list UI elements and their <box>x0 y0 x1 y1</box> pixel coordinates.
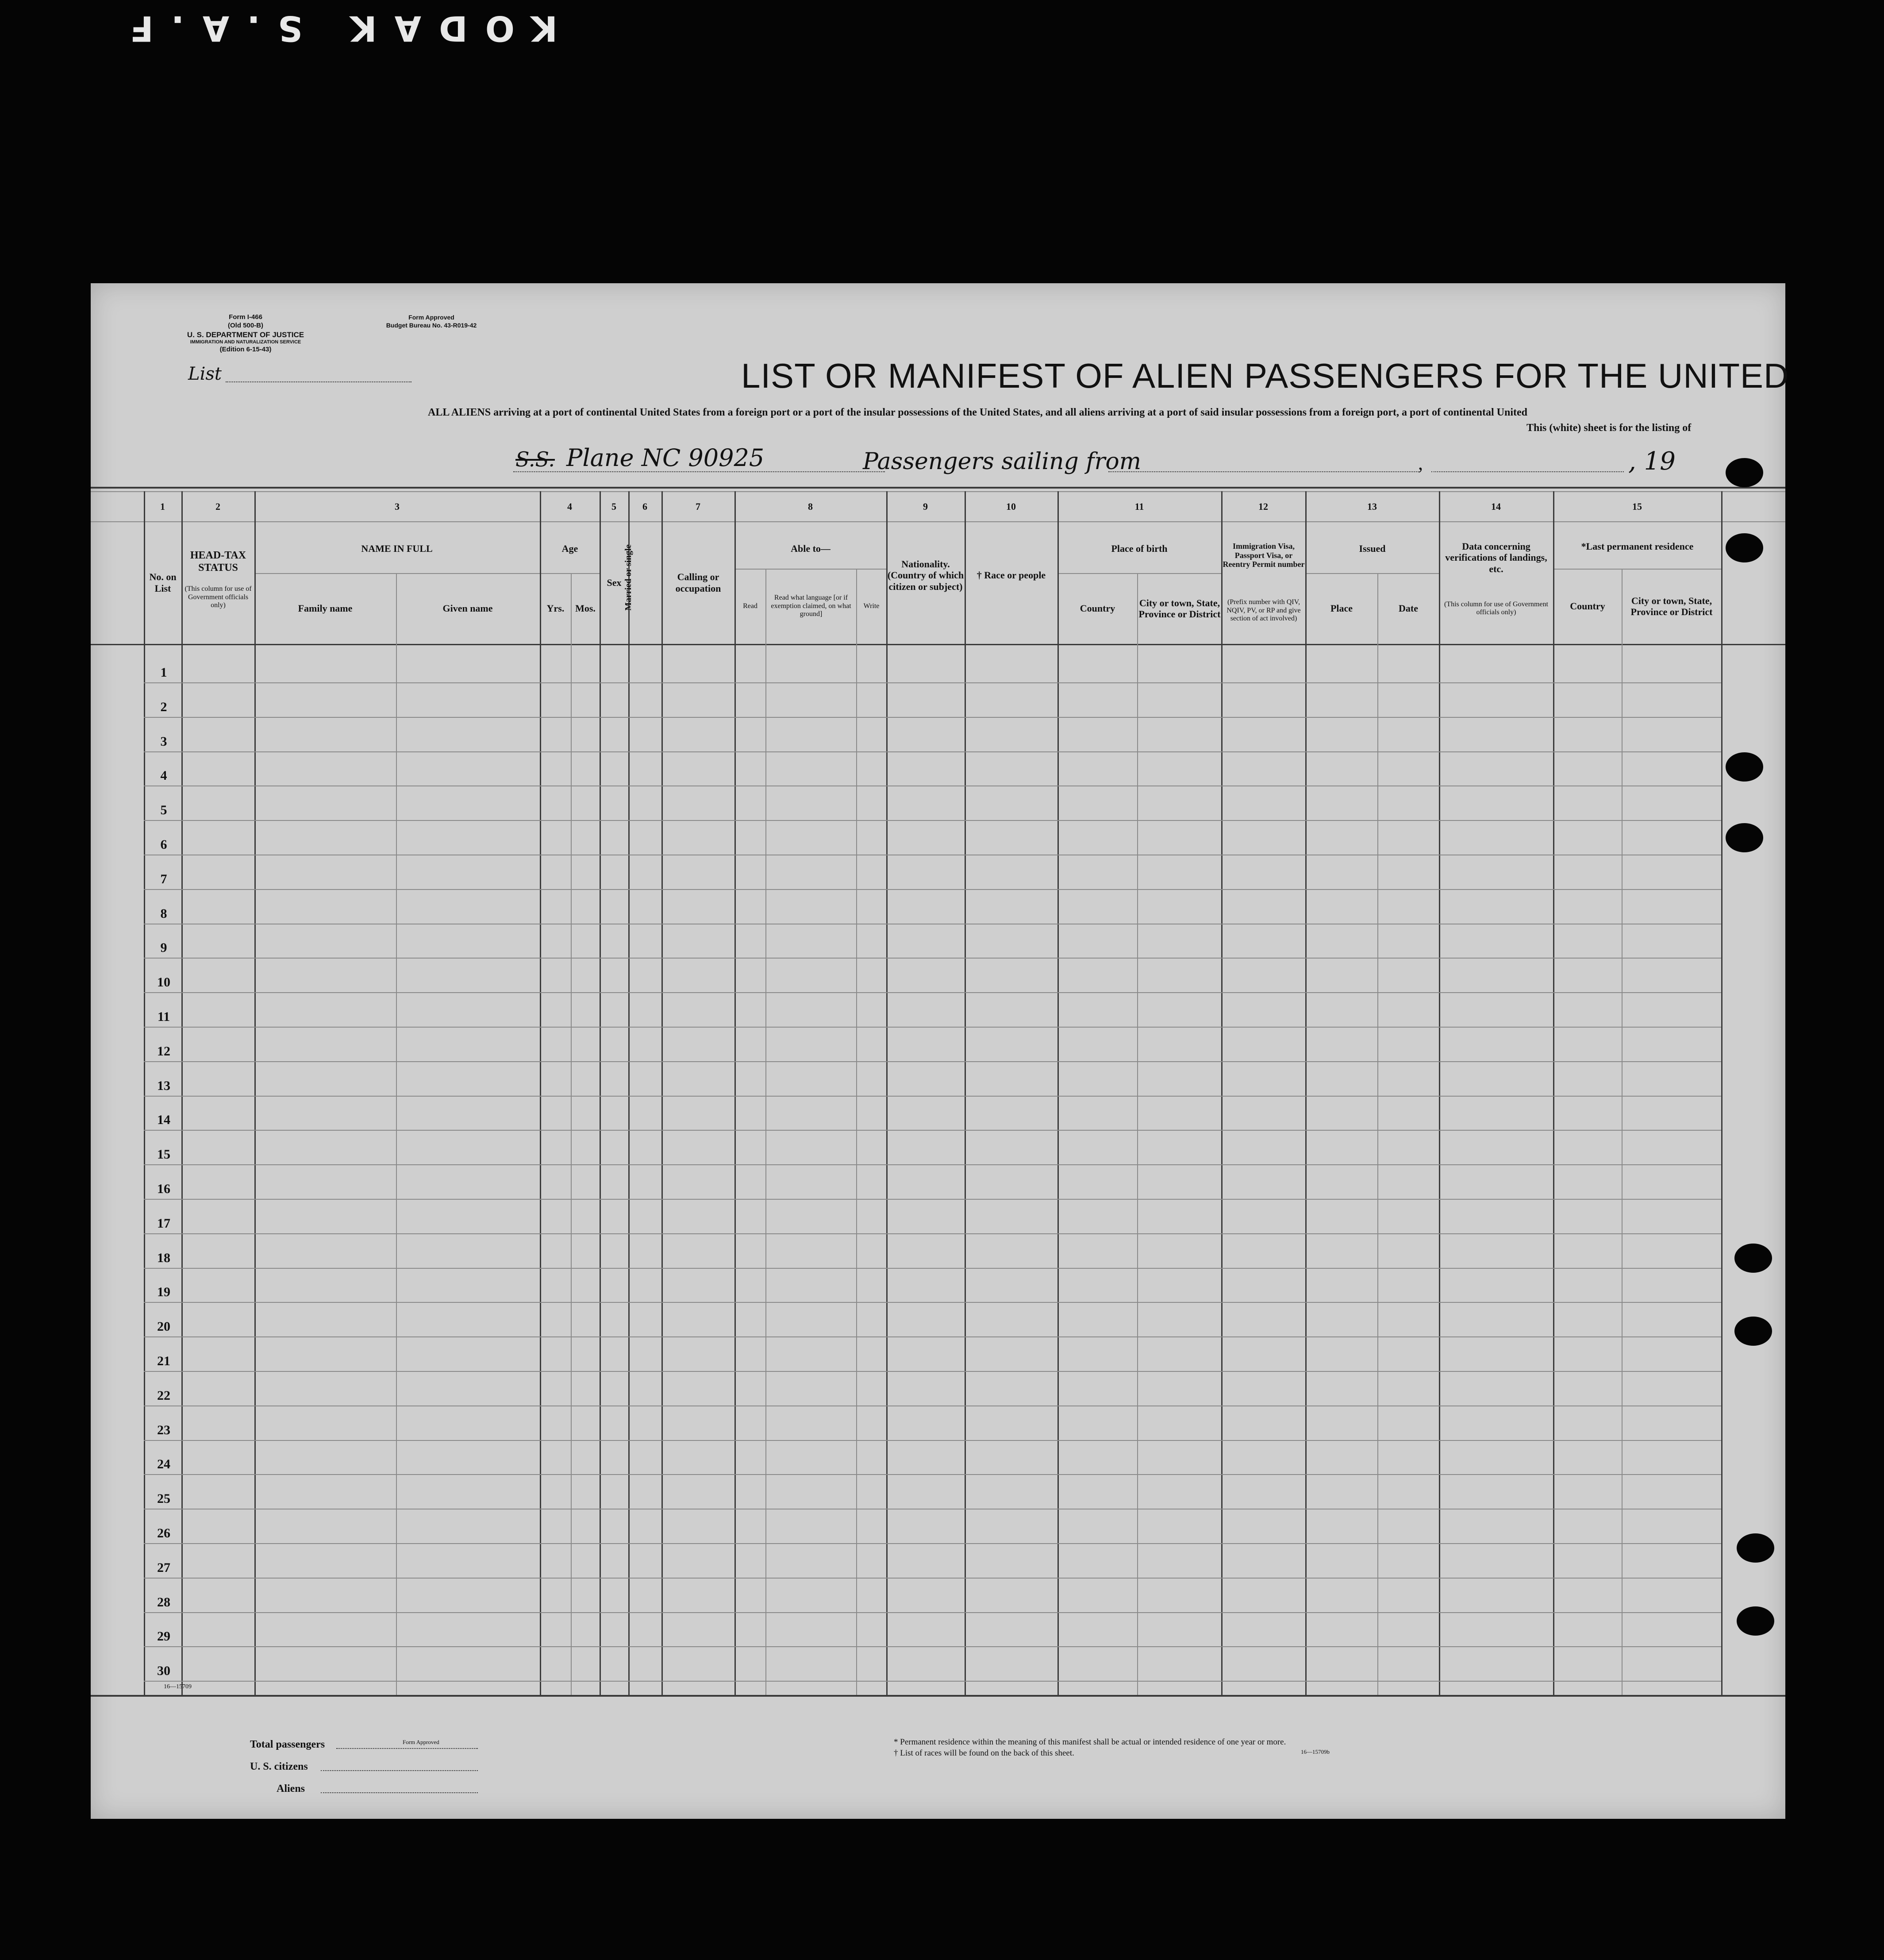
name-subheader-line <box>254 573 540 574</box>
row-number: 4 <box>160 768 167 783</box>
col-number-11: 11 <box>1134 501 1144 512</box>
us-citizens-field[interactable] <box>321 1770 478 1771</box>
col-line-3 <box>254 491 256 1695</box>
row-line <box>144 1164 1721 1165</box>
row-line <box>144 1612 1721 1613</box>
col-number-13: 13 <box>1367 501 1377 512</box>
sailing-label: Passengers sailing from <box>863 448 1142 475</box>
header-given-name: Given name <box>442 603 493 614</box>
film-marker-text: KODAK S.A.F <box>112 8 558 48</box>
header-bottom-border <box>91 644 1785 645</box>
col-line-13 <box>1305 491 1307 1695</box>
punch-hole <box>1726 752 1763 782</box>
totals-form-approved: Form Approved <box>403 1739 439 1745</box>
approval-text: Form Approved <box>408 314 454 321</box>
header-birth-city: City or town, State, Province or District <box>1138 597 1221 620</box>
header-read: Read <box>743 602 757 610</box>
budget-number: Budget Bureau No. 43-R019-42 <box>386 322 477 329</box>
col-number-10: 10 <box>1006 501 1016 512</box>
aliens-field[interactable] <box>321 1792 478 1793</box>
col-line-13b <box>1377 573 1378 1695</box>
row-number: 12 <box>157 1044 170 1059</box>
row-line <box>144 1130 1721 1131</box>
punch-hole <box>1737 1533 1774 1563</box>
row-number: 22 <box>157 1388 170 1403</box>
col-number-15: 15 <box>1632 501 1642 512</box>
able-subheader-line <box>734 569 886 570</box>
sailing-date-field[interactable] <box>1431 471 1624 472</box>
row-number: 11 <box>157 1009 170 1024</box>
col-line-11 <box>1057 491 1059 1695</box>
table-top-border-2 <box>91 491 1785 492</box>
row-line <box>144 1061 1721 1062</box>
header-head-tax: HEAD-TAX STATUS <box>190 550 246 574</box>
birth-subheader-line <box>1057 573 1221 574</box>
header-no-on-list: No. on List <box>149 571 177 594</box>
department: U. S. DEPARTMENT OF JUSTICE <box>187 330 304 339</box>
row-line <box>144 1474 1721 1475</box>
col-line-15 <box>1553 491 1554 1695</box>
col-number-6: 6 <box>642 501 647 512</box>
col-line-6 <box>628 491 630 1695</box>
col-line-16 <box>1721 491 1723 1695</box>
print-code: 16—15709 <box>164 1683 192 1690</box>
year-label: , 19 <box>1628 447 1676 476</box>
header-able-to: Able to— <box>791 543 830 554</box>
row-number: 28 <box>157 1594 170 1610</box>
header-place-of-birth: Place of birth <box>1111 543 1168 554</box>
col-line-15b <box>1622 569 1623 1695</box>
header-nationality: Nationality. (Country of which citizen or subject) <box>887 558 964 592</box>
col-line-3b <box>396 573 397 1695</box>
list-number-field[interactable] <box>226 381 411 382</box>
row-number: 20 <box>157 1319 170 1334</box>
row-line <box>144 820 1721 821</box>
row-number: 30 <box>157 1663 170 1679</box>
row-line <box>144 1233 1721 1234</box>
col-number-3: 3 <box>395 501 400 512</box>
vessel-line <box>513 471 885 472</box>
col-line-4b <box>571 573 572 1695</box>
header-sex: Sex <box>607 577 622 588</box>
header-issued-date: Date <box>1399 603 1418 614</box>
row-number: 19 <box>157 1285 170 1300</box>
aliens-label: Aliens <box>277 1783 305 1794</box>
col-line-4 <box>540 491 541 1695</box>
footnote-code: 16—15709b <box>1301 1748 1330 1755</box>
col-line-8c <box>856 569 857 1695</box>
row-number: 16 <box>157 1182 170 1196</box>
column-number-divider <box>91 521 1785 522</box>
row-number: 13 <box>157 1078 170 1093</box>
subtitle: ALL ALIENS arriving at a port of continental United States from a foreign port or a port of the insular possessions of the United States, and all aliens arriving at a port of said insular possessions from a foreign port, a port of continental United <box>428 407 1527 418</box>
row-line <box>144 889 1721 890</box>
issued-subheader-line <box>1305 573 1439 574</box>
row-number: 23 <box>157 1422 170 1437</box>
form-number: Form I-466 <box>229 313 262 321</box>
row-line <box>144 1578 1721 1579</box>
sailing-comma: , <box>1418 452 1423 474</box>
header-calling: Calling or occupation <box>675 571 721 594</box>
row-number: 1 <box>160 665 167 680</box>
row-line <box>144 1440 1721 1441</box>
row-number: 8 <box>160 906 167 921</box>
row-number: 6 <box>160 837 167 852</box>
col-line-9 <box>886 491 888 1695</box>
page-title: LIST OR MANIFEST OF ALIEN PASSENGERS FOR THE UNITED <box>741 356 1789 395</box>
col-number-8: 8 <box>808 501 813 512</box>
vessel-name[interactable]: Plane NC 90925 <box>566 444 765 472</box>
header-residence-country: Country <box>1570 601 1605 612</box>
age-subheader-line <box>540 573 600 574</box>
header-age-months: Mos. <box>575 603 596 614</box>
punch-hole <box>1726 458 1763 487</box>
row-number: 29 <box>157 1629 170 1644</box>
edition: (Edition 6-15-43) <box>219 345 272 353</box>
header-family-name: Family name <box>298 603 353 614</box>
col-line-10 <box>965 491 966 1695</box>
row-number: 17 <box>157 1216 170 1231</box>
col-number-4: 4 <box>567 501 572 512</box>
punch-hole <box>1734 1317 1772 1346</box>
row-number: 21 <box>157 1354 170 1368</box>
col-number-12: 12 <box>1258 501 1268 512</box>
header-age: Age <box>561 543 578 554</box>
header-data-note: (This column for use of Government officials only) <box>1444 600 1549 616</box>
footnote-permanent-residence: * Permanent residence within the meaning of this manifest shall be actual or intended residence of one year or more. <box>894 1737 1286 1747</box>
col-number-9: 9 <box>923 501 928 512</box>
row-number: 15 <box>157 1147 170 1162</box>
col-number-14: 14 <box>1491 501 1501 512</box>
film-marker <box>27 8 558 48</box>
header-birth-country: Country <box>1080 603 1115 614</box>
row-line <box>144 682 1721 683</box>
struck-vessel-prefix: S.S. <box>515 447 555 471</box>
row-line <box>144 1336 1721 1337</box>
row-line <box>144 1096 1721 1097</box>
row-line <box>144 751 1721 752</box>
row-number: 18 <box>157 1250 170 1265</box>
list-label: List <box>188 364 222 384</box>
service: IMMIGRATION AND NATURALIZATION SERVICE <box>190 339 301 345</box>
total-passengers-label: Total passengers <box>250 1739 325 1750</box>
residence-subheader-line <box>1553 569 1721 570</box>
header-data-concerning: Data concerning verifications of landings, etc. <box>1445 541 1547 574</box>
sailing-port-field[interactable] <box>1108 471 1420 472</box>
col-line-12 <box>1221 491 1223 1695</box>
header-age-years: Yrs. <box>546 603 565 614</box>
manifest-page <box>91 283 1789 1819</box>
row-line <box>144 1646 1721 1647</box>
row-number: 2 <box>160 699 167 714</box>
subtitle-continuation: This (white) sheet is for the listing of <box>1526 422 1692 434</box>
row-number: 5 <box>160 803 167 818</box>
table-top-border <box>91 487 1785 489</box>
total-passengers-field[interactable] <box>336 1748 478 1749</box>
col-line-11b <box>1137 573 1138 1695</box>
row-number: 27 <box>157 1560 170 1575</box>
header-race: † Race or people <box>977 570 1046 581</box>
row-number: 25 <box>157 1491 170 1506</box>
col-number-1: 1 <box>160 501 165 512</box>
col-number-2: 2 <box>215 501 220 512</box>
row-line <box>144 958 1721 959</box>
form-identifier <box>184 313 308 354</box>
header-head-tax-note: (This column for use of Government officials only) <box>185 585 252 609</box>
punch-hole <box>1726 533 1763 562</box>
col-line-5 <box>600 491 601 1695</box>
header-last-residence: *Last permanent residence <box>1581 541 1694 552</box>
punch-hole <box>1737 1606 1774 1636</box>
header-issued-place: Place <box>1330 603 1353 614</box>
col-line-8 <box>734 491 736 1695</box>
row-number: 7 <box>160 871 167 886</box>
col-number-5: 5 <box>611 501 616 512</box>
header-write: Write <box>863 602 880 610</box>
header-residence-city: City or town, State, Province or District <box>1630 595 1713 617</box>
col-number-7: 7 <box>696 501 700 512</box>
row-line <box>144 1027 1721 1028</box>
punch-hole <box>1734 1244 1772 1273</box>
table-bottom-border <box>91 1695 1785 1697</box>
row-line <box>144 717 1721 718</box>
header-name-in-full: NAME IN FULL <box>361 543 433 554</box>
row-number: 24 <box>157 1457 170 1472</box>
header-issued: Issued <box>1359 543 1386 554</box>
row-line <box>144 1681 1721 1682</box>
col-line-14 <box>1439 491 1440 1695</box>
row-line <box>144 1268 1721 1269</box>
col-line-2 <box>181 491 183 1695</box>
row-number: 3 <box>160 734 167 749</box>
row-number: 26 <box>157 1526 170 1540</box>
row-number: 9 <box>160 940 167 955</box>
row-line <box>144 1199 1721 1200</box>
row-number: 10 <box>157 975 170 990</box>
row-line <box>144 1302 1721 1303</box>
punch-hole <box>1726 823 1763 852</box>
footnote-race-list: † List of races will be found on the back of this sheet. <box>894 1748 1074 1758</box>
header-read-language: Read what language [or if exemption claimed, on what ground] <box>771 594 851 618</box>
col-line-7 <box>661 491 663 1695</box>
row-line <box>144 1543 1721 1544</box>
col-line-1 <box>144 491 145 1695</box>
row-line <box>144 992 1721 993</box>
row-line <box>144 1371 1721 1372</box>
old-number: (Old 500-B) <box>227 321 263 329</box>
header-visa-note: (Prefix number with QIV, NQIV, PV, or RP and give section of act involved) <box>1227 598 1301 623</box>
us-citizens-label: U. S. citizens <box>250 1761 308 1772</box>
header-married-single: Married or single <box>623 544 633 611</box>
budget-approval <box>378 313 484 329</box>
row-number: 14 <box>157 1113 170 1128</box>
col-line-8b <box>765 569 766 1695</box>
header-visa: Immigration Visa, Passport Visa, or Reentry Permit number <box>1223 541 1305 569</box>
